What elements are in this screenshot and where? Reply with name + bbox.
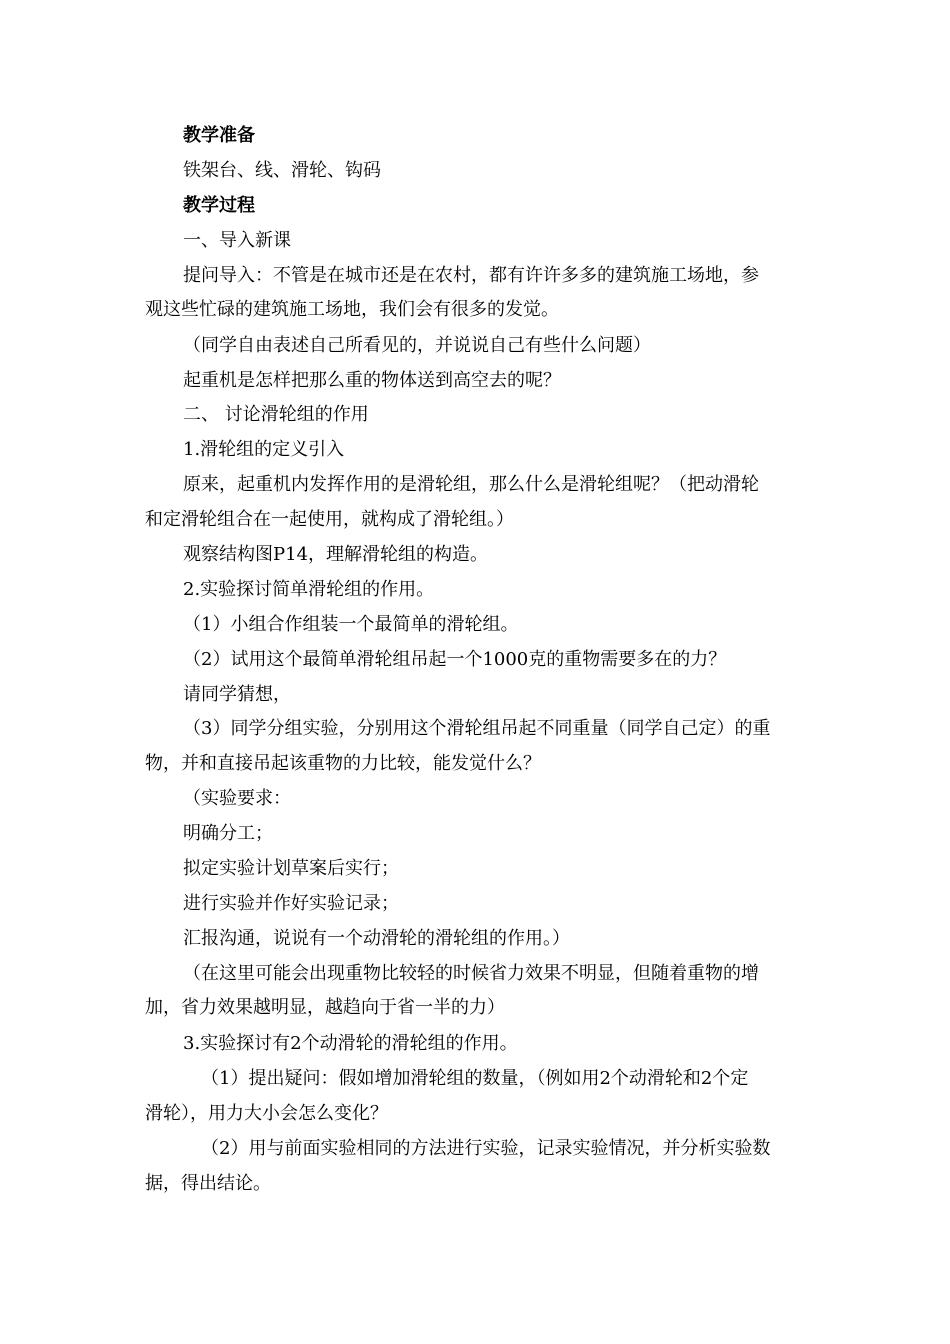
paragraph-line: （2）试用这个最简单滑轮组吊起一个1000克的重物需要多在的力？ bbox=[183, 649, 727, 670]
paragraph-line: 拟定实验计划草案后实行； bbox=[183, 858, 399, 879]
paragraph-line: 物，并和直接吊起该重物的力比较，能发觉什么？ bbox=[145, 753, 541, 774]
paragraph-line: 据，得出结论。 bbox=[145, 1173, 271, 1194]
section-heading-pulley-block: 二、 讨论滑轮组的作用 bbox=[183, 404, 369, 425]
paragraph-line: 明确分工； bbox=[183, 823, 273, 844]
paragraph-line: 汇报沟通，说说有一个动滑轮的滑轮组的作用。） bbox=[183, 928, 570, 949]
heading-teaching-preparation: 教学准备 bbox=[183, 125, 255, 146]
subsection-heading: 1.滑轮组的定义引入 bbox=[183, 439, 345, 460]
paragraph-line: 滑轮），用力大小会怎么变化？ bbox=[145, 1103, 388, 1124]
paragraph-line: （同学自由表述自己所看见的，并说说自己有些什么问题） bbox=[183, 335, 651, 356]
paragraph-line: （3）同学分组实验，分别用这个滑轮组吊起不同重量（同学自己定）的重 bbox=[183, 718, 771, 739]
paragraph-line: （在这里可能会出现重物比较轻的时候省力效果不明显，但随着重物的增 bbox=[183, 963, 759, 984]
paragraph-line: 起重机是怎样把那么重的物体送到高空去的呢？ bbox=[183, 370, 561, 391]
subsection-heading: 2.实验探讨简单滑轮组的作用。 bbox=[183, 579, 435, 600]
paragraph-line: 进行实验并作好实验记录； bbox=[183, 893, 399, 914]
paragraph-line: 请同学猜想， bbox=[183, 684, 291, 705]
subsection-heading: 3.实验探讨有2个动滑轮的滑轮组的作用。 bbox=[183, 1033, 518, 1054]
paragraph-line: 原来，起重机内发挥作用的是滑轮组，那么什么是滑轮组呢？（把动滑轮 bbox=[183, 474, 759, 495]
paragraph-line: （实验要求： bbox=[183, 788, 291, 809]
paragraph-line: 观察结构图P14，理解滑轮组的构造。 bbox=[183, 544, 489, 565]
heading-teaching-process: 教学过程 bbox=[183, 195, 255, 216]
paragraph-line: 提问导入：不管是在城市还是在农村，都有许许多多的建筑施工场地，参 bbox=[183, 265, 759, 286]
paragraph-line: （1）小组合作组装一个最简单的滑轮组。 bbox=[183, 614, 519, 635]
section-heading-introduction: 一、导入新课 bbox=[183, 230, 291, 251]
paragraph-line: 加，省力效果越明显，越趋向于省一半的力） bbox=[145, 997, 505, 1018]
paragraph-line: 和定滑轮组合在一起使用，就构成了滑轮组。） bbox=[145, 509, 514, 530]
paragraph-line: 铁架台、线、滑轮、钩码 bbox=[183, 160, 381, 181]
paragraph-line: 观这些忙碌的建筑施工场地，我们会有很多的发觉。 bbox=[145, 299, 559, 320]
paragraph-line: （2）用与前面实验相同的方法进行实验，记录实验情况，并分析实验数 bbox=[201, 1138, 771, 1159]
paragraph-line: （1）提出疑问：假如增加滑轮组的数量，（例如用2个动滑轮和2个定 bbox=[201, 1068, 749, 1089]
